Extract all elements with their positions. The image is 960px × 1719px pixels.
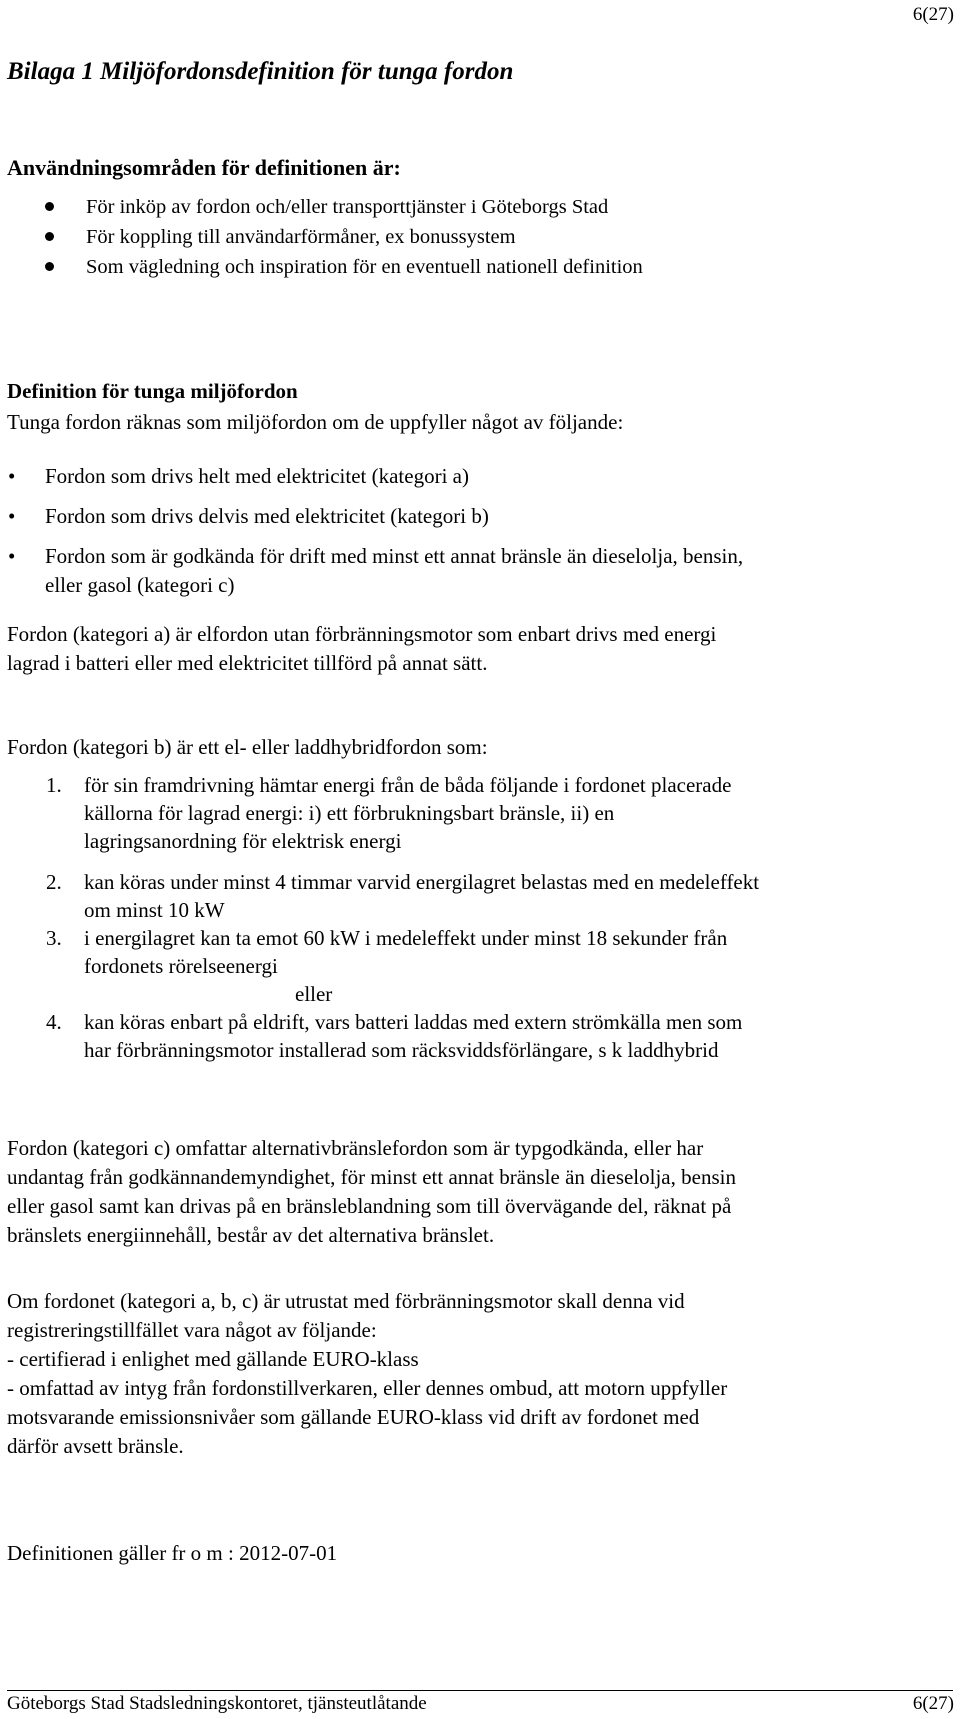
- category-a-paragraph: Fordon (kategori a) är elfordon utan förbränningsmotor som enbart drivs med energi lagrad i batteri eller med elektricitet tillförd på annat sätt.: [7, 622, 717, 675]
- bullet-icon: •: [8, 464, 16, 488]
- definition-intro: Tunga fordon räknas som miljöfordon om de uppfyller något av följande:: [7, 410, 624, 434]
- category-b-item: 4. kan köras enbart på eldrift, vars batteri laddas med extern strömkälla men som har förbränningsmotor installerad som räcksviddsförlängare, s k laddhybrid: [46, 1010, 743, 1062]
- definition-item: • Fordon som drivs delvis med elektricitet (kategori b): [0, 502, 743, 531]
- usage-heading: Användningsområden för definitionen är:: [7, 155, 401, 180]
- bullet-dot-icon: [45, 202, 54, 211]
- bullet-dot-icon: [45, 262, 54, 271]
- usage-item: Som vägledning och inspiration för en eventuell nationell definition: [0, 252, 643, 282]
- combustion-engine-paragraph: Om fordonet (kategori a, b, c) är utrustat med förbränningsmotor skall denna vid registreringstillfället vara något av följande: - certifierad i enlighet med gällande EURO-klass - omfattad av intyg från fordonstillverkaren, eller dennes ombud, att motorn uppfyller motsvarande emissionsnivåer som gällande EURO-klass vid drift av fordonet med därför avsett bränsle.: [7, 1289, 728, 1458]
- category-b-item: 2. kan köras under minst 4 timmar varvid energilagret belastas med en medeleffekt om minst 10 kW: [46, 870, 760, 922]
- bullet-icon: •: [8, 504, 16, 528]
- validity-date: Definitionen gäller fr o m : 2012-07-01: [7, 1541, 338, 1565]
- usage-item: För koppling till användarförmåner, ex bonussystem: [0, 222, 643, 252]
- definition-item: • Fordon som är godkända för drift med minst ett annat bränsle än dieselolja, bensin, eller gasol (kategori c): [8, 544, 744, 597]
- category-b-list: [0, 771, 759, 1064]
- definition-list: [0, 462, 743, 600]
- category-b-item: 1. för sin framdrivning hämtar energi från de båda följande i fordonet placerade källorna för lagrad energi: i) ett förbrukningsbart bränsle, ii) en lagringsanordning för elektrisk energi: [46, 773, 732, 853]
- footer-organization: Göteborgs Stad Stadsledningskontoret, tjänsteutlåtande: [7, 1693, 427, 1714]
- category-c-paragraph: Fordon (kategori c) omfattar alternativbränslefordon som är typgodkända, eller har undantag från godkännandemyndighet, för minst ett annat bränsle än dieselolja, bensin eller gasol samt kan drivas på en bränsleblandning som till övervägande del, räknat på bränslets energiinnehåll, består av det alternativa bränslet.: [7, 1136, 736, 1247]
- usage-list: [0, 192, 643, 282]
- category-b-intro: Fordon (kategori b) är ett el- eller laddhybridfordon som:: [7, 735, 488, 759]
- bullet-dot-icon: [45, 232, 54, 241]
- bullet-icon: •: [8, 544, 16, 568]
- page-number-top: 6(27): [912, 4, 954, 25]
- footer-divider: [7, 1690, 953, 1691]
- document-title: Bilaga 1 Miljöfordonsdefinition för tunga fordon: [7, 58, 514, 85]
- definition-heading: Definition för tunga miljöfordon: [7, 379, 298, 403]
- definition-item: • Fordon som drivs helt med elektricitet (kategori a): [0, 462, 743, 491]
- or-separator: eller: [295, 982, 333, 1006]
- page-number-footer: 6(27): [912, 1693, 954, 1714]
- usage-item: För inköp av fordon och/eller transporttjänster i Göteborgs Stad: [0, 192, 643, 222]
- category-b-item: 3. i energilagret kan ta emot 60 kW i medeleffekt under minst 18 sekunder från fordonets rörelseenergi: [46, 926, 728, 978]
